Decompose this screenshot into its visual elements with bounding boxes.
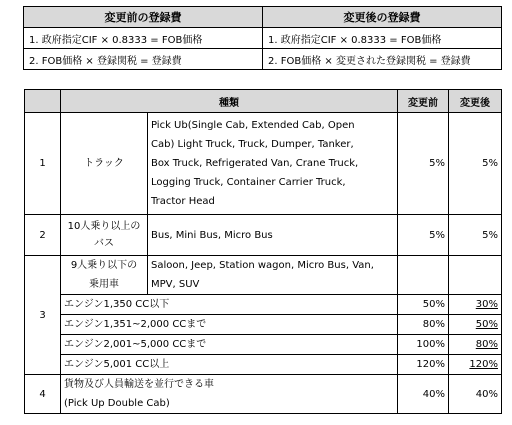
before-formula-step-1: 1. 政府指定CIF × 0.8333 = FOB価格 [24, 28, 263, 49]
row-number: 1 [25, 113, 61, 215]
rate-after: 120% [449, 355, 502, 375]
rate-after: 50% [449, 315, 502, 335]
row-number: 2 [25, 215, 61, 256]
engine-row [25, 355, 502, 375]
rate-after: 80% [449, 335, 502, 355]
model-line: MPV, SUV [151, 279, 200, 290]
kind-column-header: 種類 [61, 90, 398, 113]
model-line: Saloon, Jeep, Station wagon, Micro Bus, Van, [151, 260, 374, 271]
after-formula-step-2: 2. FOB価格 × 変更された登録関税 = 登録費 [263, 49, 502, 70]
after-formula-step-1: 1. 政府指定CIF × 0.8333 = FOB価格 [263, 28, 502, 49]
category-label: 10人乗り以上の バス [61, 215, 148, 256]
row-number: 4 [25, 375, 61, 414]
vehicle-tariff-table [24, 89, 502, 414]
rate-before: 5% [398, 215, 449, 256]
engine-label: エンジン1,350 CC以下 [61, 295, 398, 315]
after-column-header: 変更後 [449, 90, 502, 113]
category-label: 9人乗り以下の 乗用車 [61, 256, 148, 295]
vehicle-models [148, 113, 398, 215]
engine-row [25, 295, 502, 315]
model-line: Logging Truck, Container Carrier Truck, [151, 177, 346, 188]
rate-after: 40% [449, 375, 502, 414]
vehicle-models [148, 256, 398, 295]
engine-label: エンジン5,001 CC以上 [61, 355, 398, 375]
before-column-header: 変更前 [398, 90, 449, 113]
model-line: Cab) Light Truck, Truck, Dumper, Tanker, [151, 139, 354, 150]
rate-before: 80% [398, 315, 449, 335]
engine-row [25, 335, 502, 355]
rate-after: 5% [449, 215, 502, 256]
table-row [25, 375, 502, 414]
model-line: Pick Ub(Single Cab, Extended Cab, Open [151, 120, 355, 131]
rate-before: 100% [398, 335, 449, 355]
vehicle-models: Bus, Mini Bus, Micro Bus [148, 215, 398, 256]
engine-label: エンジン2,001~5,000 CCまで [61, 335, 398, 355]
model-line: Tractor Head [151, 196, 215, 207]
registration-fee-formula-table [23, 6, 502, 70]
engine-row [25, 315, 502, 335]
rate-after: 5% [449, 113, 502, 215]
before-fee-header: 変更前の登録費 [24, 7, 263, 28]
table-row [25, 215, 502, 256]
engine-label: エンジン1,351~2,000 CCまで [61, 315, 398, 335]
model-line: Box Truck, Refrigerated Van, Crane Truck, [151, 158, 359, 169]
rate-before: 5% [398, 113, 449, 215]
table-row [25, 113, 502, 215]
category-label: トラック [61, 113, 148, 215]
rate-before: 50% [398, 295, 449, 315]
rate-after: 30% [449, 295, 502, 315]
table-row [25, 256, 502, 295]
before-formula-step-2: 2. FOB価格 × 登録関税 = 登録費 [24, 49, 263, 70]
row-number: 3 [25, 256, 61, 375]
after-fee-header: 変更後の登録費 [263, 7, 502, 28]
category-label: 貨物及び人員輸送を並行できる車 (Pick Up Double Cab) [61, 375, 398, 414]
number-column-header [25, 90, 61, 113]
rate-before: 40% [398, 375, 449, 414]
rate-before: 120% [398, 355, 449, 375]
